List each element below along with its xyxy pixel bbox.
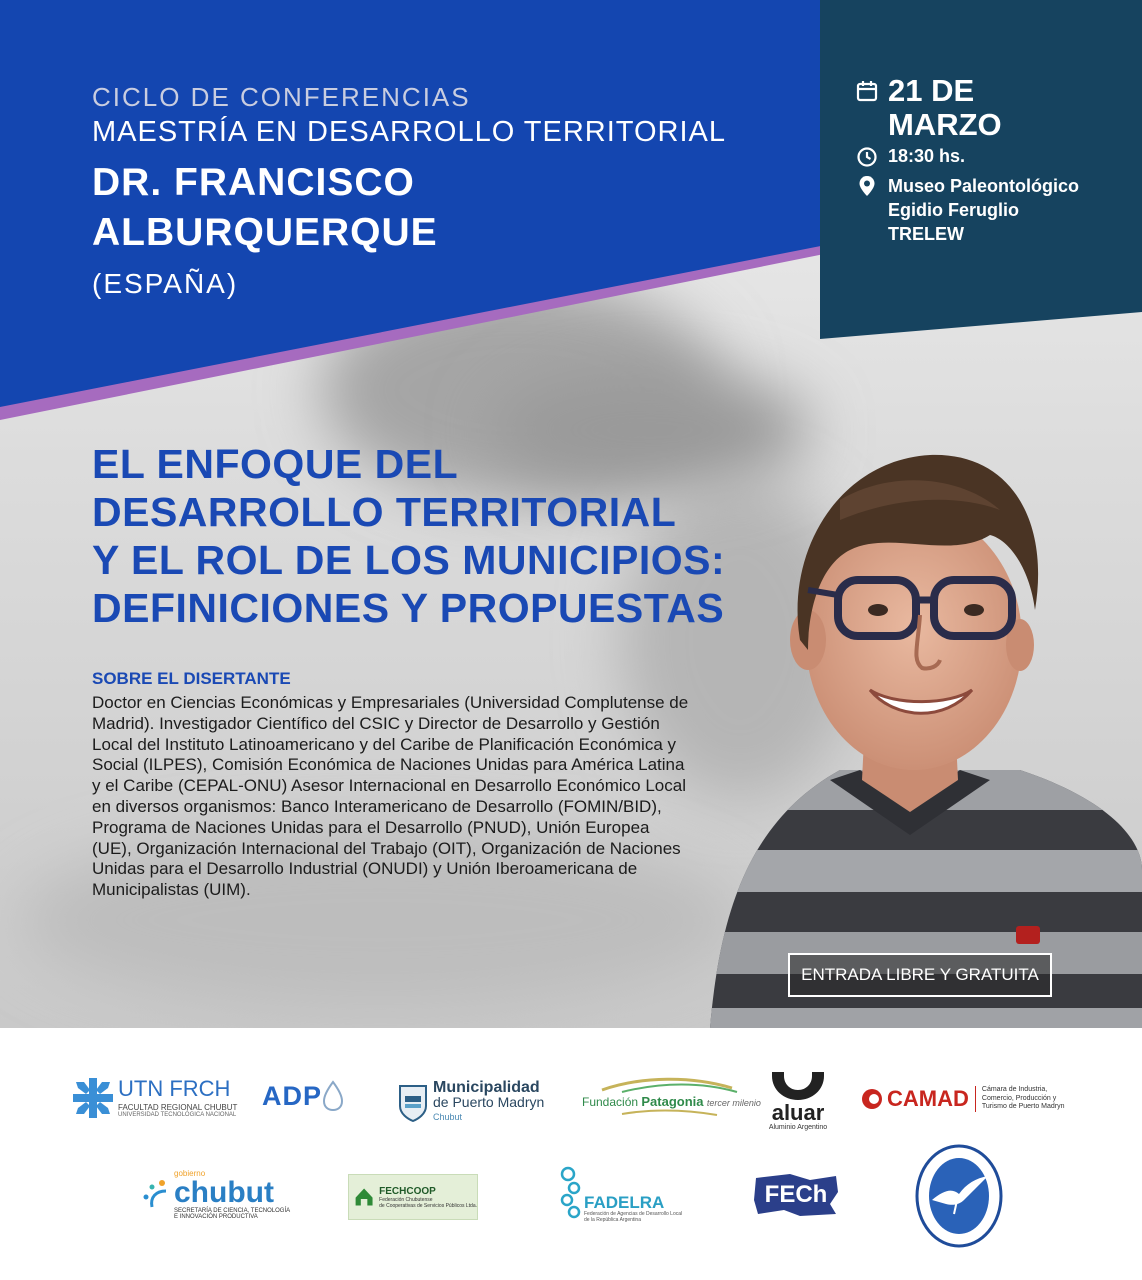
patagonia-suffix: tercer milenio (706, 1098, 761, 1108)
location-pin-icon (856, 175, 878, 197)
conference-cycle-label: CICLO DE CONFERENCIAS (92, 82, 471, 112)
free-entry-badge: ENTRADA LIBRE Y GRATUITA (788, 953, 1052, 997)
madryn-line3: Chubut (433, 1112, 463, 1122)
utn-name: UTN FRCH (118, 1076, 231, 1101)
fadelra-name: FADELRA (584, 1193, 665, 1212)
talk-title (92, 440, 725, 632)
fadelra-gears-icon (560, 1166, 582, 1222)
adp-name: ADP (262, 1080, 323, 1111)
talk-title-line-3: Y EL ROL DE LOS MUNICIPIOS: (92, 537, 726, 583)
aluar-logo (768, 1068, 828, 1131)
fadelra-sub2: de la República Argentina (584, 1217, 641, 1223)
fech-logo (750, 1170, 842, 1220)
utn-emblem-icon (72, 1076, 114, 1120)
madryn-line1: Municipalidad (433, 1079, 540, 1096)
calendar-icon (856, 80, 878, 102)
talk-title-line-2: DESARROLLO TERRITORIAL (92, 489, 677, 535)
university-seal-logo (914, 1144, 1004, 1248)
fechcoop-logo (348, 1174, 478, 1220)
camad-circle-icon (860, 1087, 884, 1111)
speaker-name (92, 158, 652, 258)
fadelra-logo (560, 1164, 682, 1223)
program-name: MAESTRÍA EN DESARROLLO TERRITORIAL (92, 116, 727, 148)
venue-city: TRELEW (888, 224, 964, 244)
venue-line-1: Museo Paleontológico (888, 176, 1080, 196)
event-venue (856, 174, 1079, 246)
utn-sub2: UNIVERSIDAD TECNOLÓGICA NACIONAL (118, 1112, 237, 1118)
patagonia-waves-icon (582, 1072, 742, 1094)
fundacion-patagonia-logo (582, 1072, 761, 1119)
camad-name: CAMAD (887, 1086, 969, 1111)
event-date-line-1: 21 DE (888, 73, 975, 108)
utn-sub1: FACULTAD REGIONAL CHUBUT (118, 1103, 238, 1112)
camad-line3: Turismo de Puerto Madryn (981, 1103, 1065, 1111)
event-time (856, 146, 965, 168)
camad-line2: Comercio, Producción y (981, 1094, 1057, 1102)
patagonia-underline-icon (582, 1109, 722, 1119)
speaker-country: (ESPAÑA) (92, 268, 239, 299)
chubut-name: chubut (174, 1176, 274, 1209)
event-date (856, 74, 1002, 142)
aluar-sub: Aluminio Argentino (768, 1124, 828, 1131)
camad-logo (860, 1086, 1065, 1112)
adp-drop-icon (322, 1080, 344, 1112)
event-date-line-2: MARZO (888, 107, 1002, 142)
aluar-arc-icon (768, 1068, 828, 1102)
madryn-line2: de Puerto Madryn (433, 1094, 545, 1110)
puerto-madryn-logo (398, 1080, 544, 1125)
chubut-logo (142, 1170, 290, 1220)
camad-line1: Cámara de Industria, (981, 1086, 1048, 1094)
fech-name: FECh (764, 1181, 828, 1208)
chubut-sub2: E INNOVACIÓN PRODUCTIVA (174, 1214, 258, 1220)
fadelra-sub1: Federación de Agencias de Desarrollo Local (584, 1211, 683, 1217)
adp-logo (262, 1080, 344, 1112)
chubut-small: gobierno (174, 1169, 206, 1178)
patagonia-name: Patagonia (641, 1094, 704, 1109)
patagonia-prefix: Fundación (582, 1095, 639, 1109)
fechcoop-name: FECHCOOP (379, 1185, 436, 1197)
bio-text: Doctor en Ciencias Económicas y Empresariales (Universidad Complutense de Madrid). Investigador Científico del CSIC y Director de Desarrollo y Gestión Local del Instituto Latinoamericano y del Caribe de Planificación Económica y Social (ILPES), Comisión Económica de Naciones Unidas para América Latina y el Caribe (CEPAL-ONU) Asesor Internacional en Desarrollo Económico Local en diversos organismos: Banco Interamericano de Desarrollo (FOMIN/BID), Programa de Naciones Unidas para el Desarrollo (PNUD), Unión Europea (UE), Organización Internacional del Trabajo (OIT), Organización de Naciones Unidas para el Desarrollo Industrial (ONUDI) y Unión Iberoamericana de Municipalistas (UIM). (92, 693, 689, 900)
venue-line-2: Egidio Feruglio (888, 200, 1019, 220)
talk-title-line-4: DEFINICIONES Y PROPUESTAS (92, 585, 725, 631)
speaker-name-line-2: ALBURQUERQUE (92, 211, 438, 254)
clock-icon (856, 146, 878, 168)
talk-title-line-1: EL ENFOQUE DEL (92, 441, 459, 487)
madryn-shield-icon (398, 1084, 428, 1122)
aluar-name: aluar (771, 1100, 825, 1125)
fechcoop-sub1: Federación Chubutense (379, 1196, 433, 1203)
fechcoop-sub2: de Cooperativas de Servicios Públicos Ltda. (379, 1202, 477, 1209)
speaker-photo (690, 440, 1142, 1028)
speaker-name-line-1: DR. FRANCISCO (92, 161, 415, 204)
utn-frch-logo (72, 1076, 237, 1120)
chubut-sub1: SECRETARÍA DE CIENCIA, TECNOLOGÍA (174, 1208, 291, 1214)
fechcoop-arrow-icon (353, 1180, 375, 1214)
chubut-spark-icon (142, 1177, 172, 1213)
bio-heading: SOBRE EL DISERTANTE (92, 669, 291, 688)
event-time-text: 18:30 hs. (888, 146, 966, 166)
